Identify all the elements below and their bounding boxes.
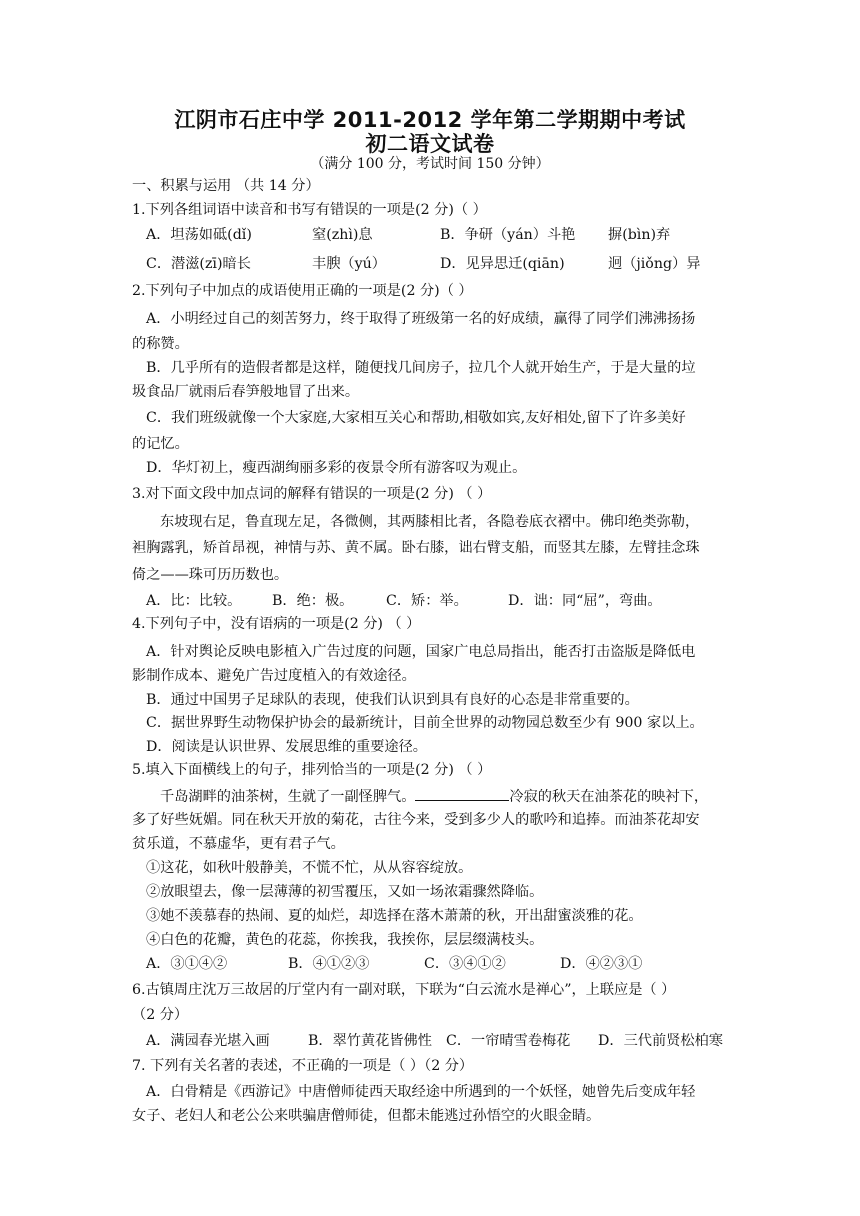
question-4-stem: 4.下列句子中，没有语病的一项是(2 分) （ ） [132,616,421,632]
q1-option-d2: 迥（jiǒng）异 [608,256,701,272]
q5-sentence-1: ①这花，如秋叶般静美，不慌不忙，从从容容绽放。 [146,860,473,876]
q5-passage-line1 [160,786,708,807]
q2-option-b-cont: 圾食品厂就雨后春笋般地冒了出来。 [132,384,360,400]
question-7-stem: 7. 下列有关名著的表述，不正确的一项是（ ）（2 分） [132,1058,474,1074]
q3-option-c: C．矫：举。 [386,593,468,609]
q5-passage-line1-b: 冷寂的秋天在油茶花的映衬下， [509,789,709,805]
section-heading: 一、积累与运用 （共 14 分） [132,178,320,194]
q5-option-c: C．③④①② [424,956,506,972]
q1-option-a2: 窒(zhì)息 [312,227,373,243]
q6-option-d: D．三代前贤松柏寒 [598,1033,723,1049]
q2-option-c-cont: 的记忆。 [132,436,189,452]
q6-option-c: C．一帘晴雪卷梅花 [446,1033,571,1049]
exam-title: 江阴市石庄中学 2011-2012 学年第二学期期中考试 [174,108,686,132]
q4-option-c: C．据世界野生动物保护协会的最新统计，目前全世界的动物园总数至少有 900 家以上。 [146,715,704,731]
q2-option-c: C．我们班级就像一个大家庭,大家相互关心和帮助,相敬如宾,友好相处,留下了许多美好 [146,410,686,426]
q3-passage-line2: 袒胸露乳，矫首昂视，神情与苏、黄不属。卧右膝，诎右臂支船，而竖其左膝，左臂挂念珠 [132,540,700,556]
exam-info: （满分 100 分，考试时间 150 分钟） [310,156,550,172]
q3-passage-line1: 东坡现右足，鲁直现左足，各微侧，其两膝相比者，各隐卷底衣褶中。佛印绝类弥勒， [160,514,700,530]
q7-option-a: A．白骨精是《西游记》中唐僧师徒西天取经途中所遇到的一个妖怪，她曾先后变成年轻 [146,1084,696,1100]
q2-option-b: B．几乎所有的造假者都是这样，随便找几间房子，拉几个人就开始生产，于是大量的垃 [146,360,696,376]
q4-option-b: B．通过中国男子足球队的表现，使我们认识到具有良好的心态是非常重要的。 [146,692,639,708]
q4-option-a-cont: 影制作成本、避免广告过度植入的有效途径。 [132,668,416,684]
q5-option-b: B．④①②③ [288,956,370,972]
q5-passage-line1-a: 千岛湖畔的油茶树，生就了一副怪脾气。 [160,789,416,805]
q6-option-a: A．满园春光堪入画 [146,1033,270,1049]
fill-blank [415,786,509,801]
q1-option-c2: 丰腴（yú） [312,256,386,272]
q3-option-b: B．绝：极。 [272,593,354,609]
q5-option-a: A．③①④② [146,956,228,972]
q2-option-a-cont: 的称赞。 [132,336,189,352]
question-3-stem: 3.对下面文段中加点词的解释有错误的一项是(2 分) （ ） [132,486,492,502]
q1-option-a1: A．坦荡如砥(dǐ) [146,227,252,243]
q5-sentence-3: ③她不羡慕春的热闹、夏的灿烂，却选择在落木萧萧的秋，开出甜蜜淡雅的花。 [146,908,643,924]
exam-subject-title: 初二语文试卷 [365,132,495,156]
q6-option-b: B．翠竹黄花皆佛性 [308,1033,432,1049]
q1-option-d1: D．见异思迁(qiān) [440,256,565,272]
q6-score: （2 分） [132,1007,189,1023]
q5-sentence-4: ④白色的花瓣，黄色的花蕊，你挨我，我挨你，层层缀满枝头。 [146,932,544,948]
q1-option-c1: C．潜滋(zī)暗长 [146,256,251,272]
q5-passage-line3: 贫乐道，不慕虚华，更有君子气。 [132,836,345,852]
q1-option-b1: B．争研（yán）斗艳 [440,227,576,243]
q5-option-d: D．④②③① [560,956,643,972]
q5-sentence-2: ②放眼望去，像一层薄薄的初雪覆压，又如一场浓霜骤然降临。 [146,884,544,900]
q1-option-b2: 摒(bìn)弃 [608,227,671,243]
q4-option-d: D．阅读是认识世界、发展思维的重要途径。 [146,739,427,755]
q3-option-d: D．诎：同“屈”，弯曲。 [508,593,662,609]
q3-passage-line3: 倚之——珠可历历数也。 [132,567,289,583]
q4-option-a: A．针对舆论反映电影植入广告过度的问题，国家广电总局指出，能否打击盗版是降低电 [146,644,696,660]
question-6-stem: 6.古镇周庄沈万三故居的厅堂内有一副对联，下联为“白云流水是禅心”，上联应是（ ） [132,982,676,998]
q2-option-a: A．小明经过自己的刻苦努力，终于取得了班级第一名的好成绩，赢得了同学们沸沸扬扬 [146,311,696,327]
q5-passage-line2: 多了好些妩媚。同在秋天开放的菊花，古往今来，受到多少人的歌吟和追捧。而油茶花却安 [132,812,700,828]
question-1-stem: 1.下列各组词语中读音和书写有错误的一项是(2 分)（ ） [132,202,487,218]
question-5-stem: 5.填入下面横线上的句子，排列恰当的一项是(2 分) （ ） [132,762,492,778]
q7-option-a-cont: 女子、老妇人和老公公来哄骗唐僧师徒，但都未能逃过孙悟空的火眼金睛。 [132,1108,601,1124]
question-2-stem: 2.下列句子中加点的成语使用正确的一项是(2 分)（ ） [132,283,473,299]
q3-option-a: A．比：比较。 [146,593,242,609]
q2-option-d: D．华灯初上，瘦西湖绚丽多彩的夜景令所有游客叹为观止。 [146,460,527,476]
